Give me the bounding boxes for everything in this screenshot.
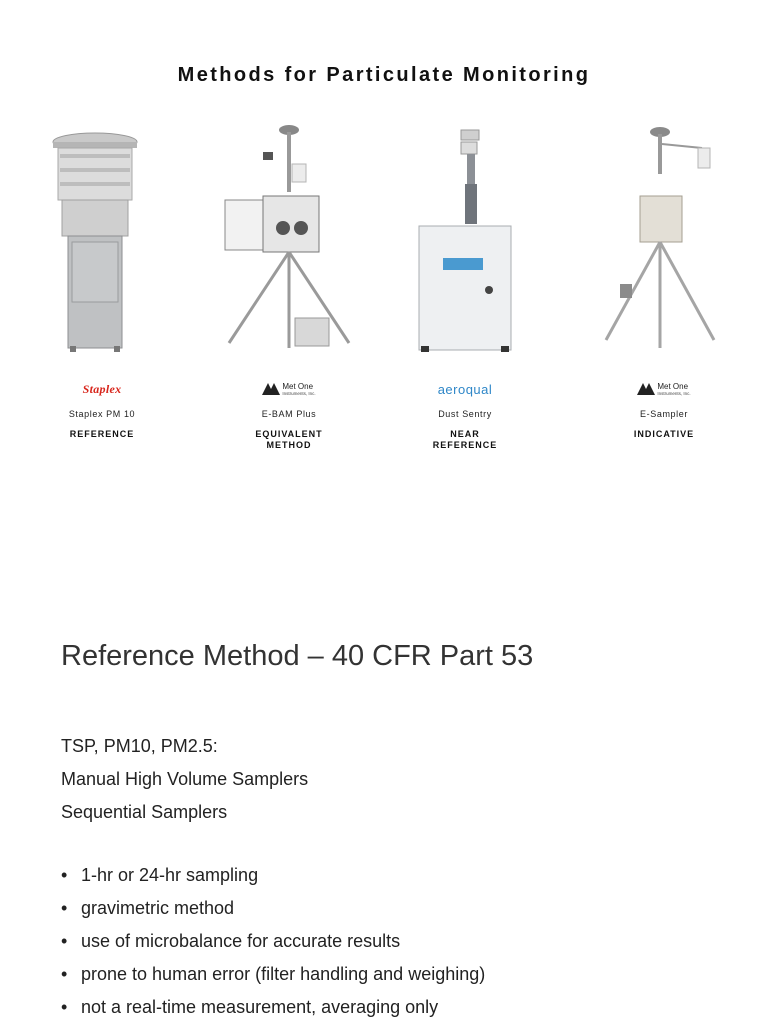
metone-logo: Met One Instruments, Inc. [584, 380, 744, 398]
model-name: Dust Sentry [438, 409, 492, 419]
dust-sentry-image [385, 118, 545, 358]
metone-logo: Met One Instruments, Inc. [209, 380, 369, 398]
intro-line: TSP, PM10, PM2.5: [61, 736, 218, 756]
bullet-item: • gravimetric method [61, 892, 485, 925]
instrument-esampler [584, 118, 744, 439]
metone-mark-icon [637, 383, 655, 395]
esampler-image [584, 118, 744, 358]
model-name: E-Sampler [640, 409, 688, 419]
intro-line: Manual High Volume Samplers [61, 769, 309, 789]
ebam-sampler-image [209, 118, 369, 358]
instrument-staplex [22, 118, 182, 439]
bullet-item: • 1-hr or 24-hr sampling [61, 859, 485, 892]
staplex-sampler-image [22, 118, 182, 358]
metone-mark-icon [262, 383, 280, 395]
method-category: REFERENCE [69, 429, 135, 439]
staplex-logo: Staplex [82, 381, 122, 396]
bullet-list [61, 859, 485, 1024]
bullet-item: • use of microbalance for accurate results [61, 925, 485, 958]
model-name: Staplex PM 10 [68, 409, 136, 419]
method-category: EQUIVALENT METHOD [255, 429, 323, 450]
slide-title: Methods for Particulate Monitoring [177, 64, 591, 86]
instrument-ebam [209, 118, 369, 450]
intro-text [61, 730, 308, 829]
method-category: NEAR REFERENCE [432, 429, 498, 450]
instrument-dust-sentry [385, 118, 545, 450]
model-name: E-BAM Plus [261, 409, 317, 419]
bullet-item: • not a real-time measurement, averaging only [61, 991, 485, 1024]
aeroqual-logo: aeroqual [437, 381, 493, 397]
section-heading: Reference Method – 40 CFR Part 53 [61, 640, 534, 672]
intro-line: Sequential Samplers [61, 802, 228, 822]
bullet-item: • prone to human error (filter handling and weighing) [61, 958, 485, 991]
method-category: INDICATIVE [633, 429, 695, 439]
